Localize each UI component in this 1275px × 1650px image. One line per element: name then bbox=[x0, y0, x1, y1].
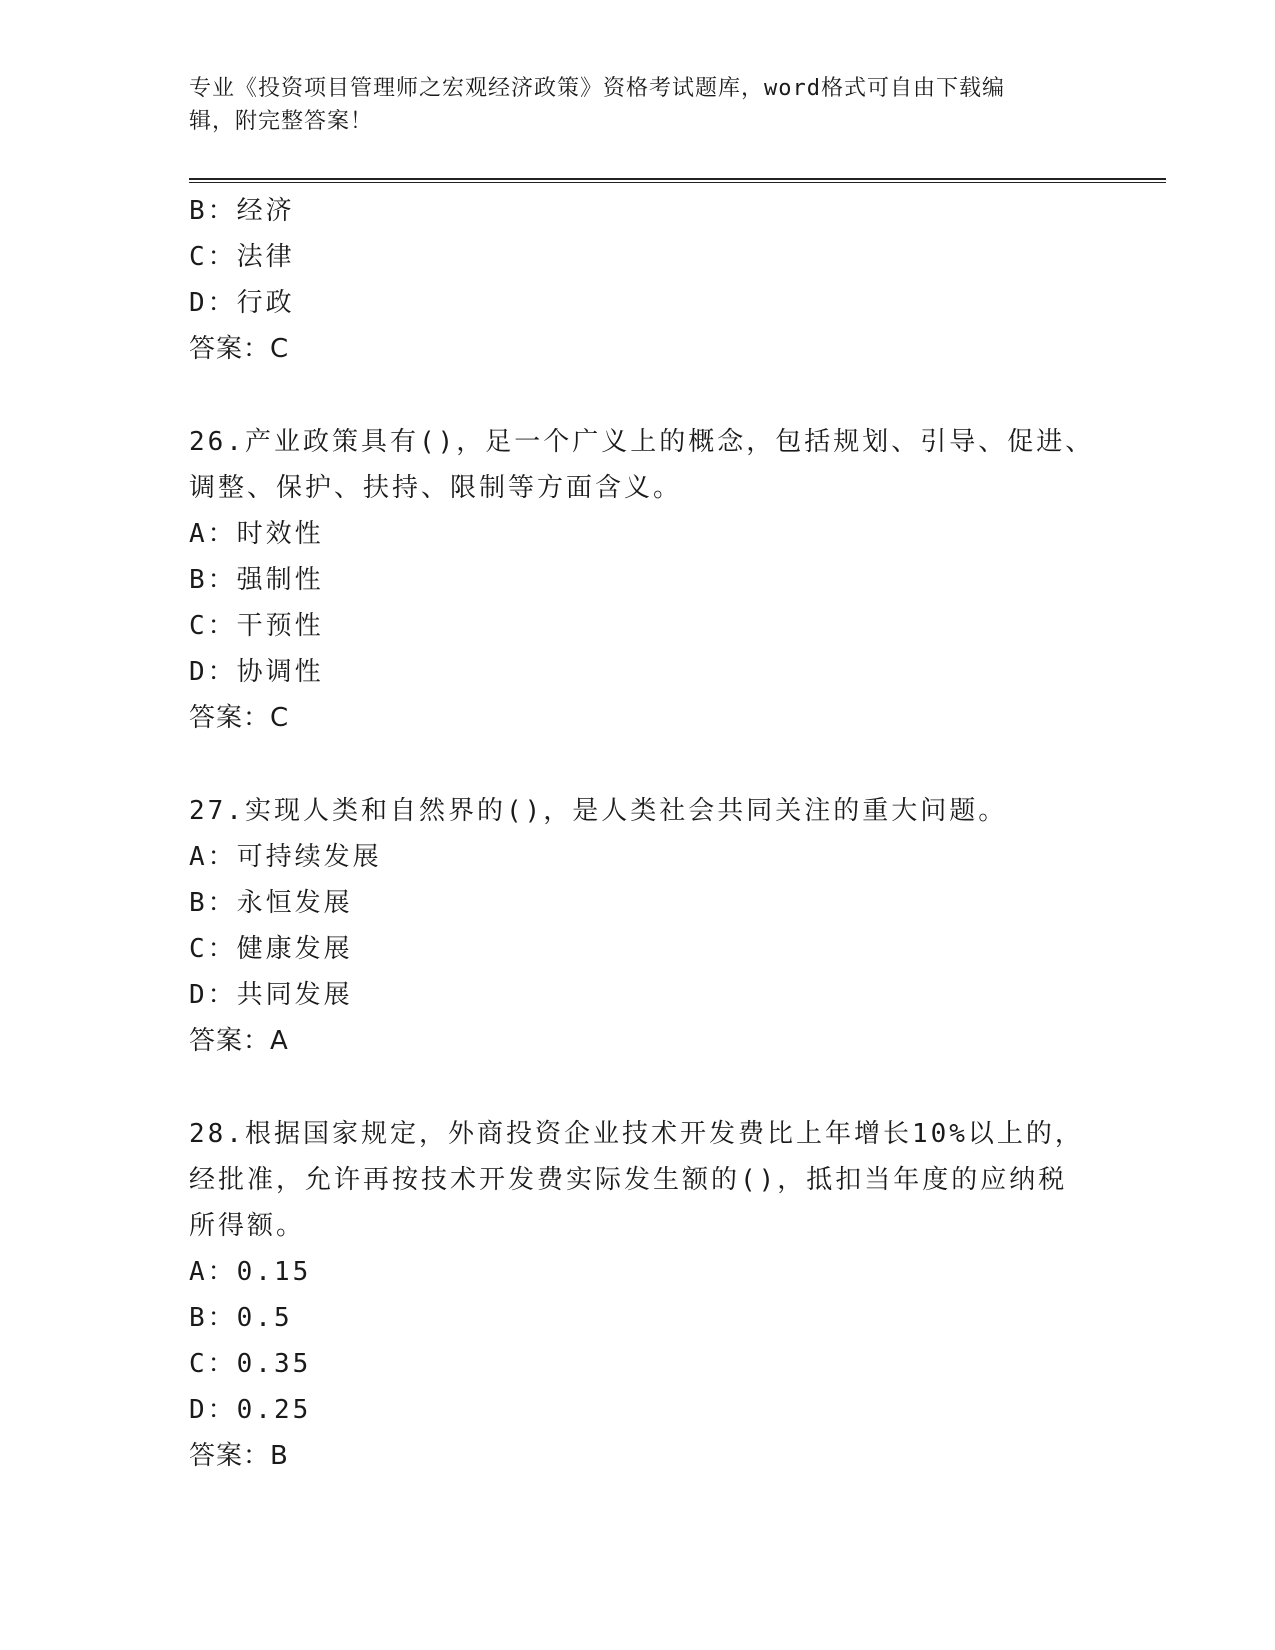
option-b: B：永恒发展 bbox=[189, 888, 353, 918]
option-c: C：干预性 bbox=[189, 611, 324, 641]
option-a: A：可持续发展 bbox=[189, 842, 382, 872]
option-b: B：0.5 bbox=[189, 1303, 293, 1333]
option-c: C：健康发展 bbox=[189, 934, 353, 964]
option-d: D：0.25 bbox=[189, 1395, 312, 1425]
answer-line: 答案：A bbox=[189, 1026, 289, 1056]
question-text-line: 调整、保护、扶持、限制等方面含义。 bbox=[189, 473, 683, 503]
option-d: D：行政 bbox=[189, 288, 295, 318]
question-text-line: 经批准，允许再按技术开发费实际发生额的()，抵扣当年度的应纳税 bbox=[189, 1165, 1068, 1195]
question-text-line: 26.产业政策具有()，足一个广义上的概念，包括规划、引导、促进、 bbox=[189, 427, 1095, 457]
question-text-line: 所得额。 bbox=[189, 1211, 306, 1241]
option-c: C：法律 bbox=[189, 242, 295, 272]
answer-line: 答案：C bbox=[189, 334, 290, 364]
question-27 bbox=[189, 788, 1089, 1064]
option-b: B：强制性 bbox=[189, 565, 324, 595]
continued-question bbox=[189, 188, 1089, 372]
option-a: A：时效性 bbox=[189, 519, 324, 549]
header-line-2: 辑，附完整答案！ bbox=[189, 109, 374, 134]
header-line-1: 专业《投资项目管理师之宏观经济政策》资格考试题库，word格式可自由下载编 bbox=[189, 76, 1005, 101]
question-28 bbox=[189, 1111, 1089, 1479]
option-a: A：0.15 bbox=[189, 1257, 312, 1287]
question-text-line: 27.实现人类和自然界的()，是人类社会共同关注的重大问题。 bbox=[189, 796, 1008, 826]
answer-line: 答案：C bbox=[189, 703, 290, 733]
option-b: B：经济 bbox=[189, 196, 295, 226]
option-d: D：共同发展 bbox=[189, 980, 353, 1010]
header-divider bbox=[189, 178, 1166, 183]
option-d: D：协调性 bbox=[189, 657, 324, 687]
question-content bbox=[189, 188, 1095, 1479]
question-text-line: 28.根据国家规定，外商投资企业技术开发费比上年增长10%以上的， bbox=[189, 1119, 1084, 1149]
option-c: C：0.35 bbox=[189, 1349, 312, 1379]
question-26 bbox=[189, 419, 1095, 741]
document-header bbox=[189, 72, 1079, 138]
answer-line: 答案：B bbox=[189, 1441, 289, 1471]
